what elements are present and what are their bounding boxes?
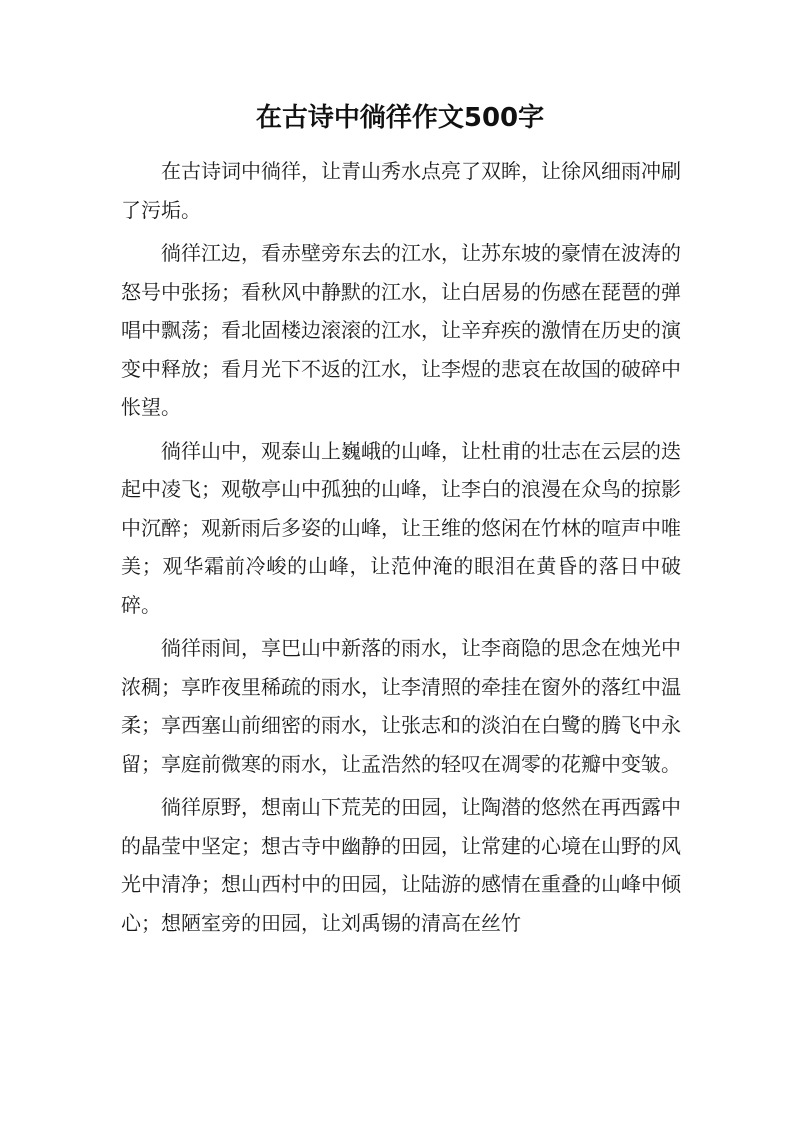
paragraph-intro: 在古诗词中徜徉，让青山秀水点亮了双眸，让徐风细雨冲刷了污垢。 <box>121 159 681 222</box>
paragraph-mountain: 徜徉山中，观泰山上巍峨的山峰，让杜甫的壮志在云层的迭起中凌飞；观敬亭山中孤独的山峰，让李白的浪漫在众鸟的掠影中沉醉；观新雨后多姿的山峰，让王维的悠闲在竹林的喧声中唯美；观华霜前冷峻的山峰，让范仲淹的眼泪在黄昏的落日中破碎。 <box>121 438 681 617</box>
document-title: 在古诗中徜徉作文500字 <box>255 103 545 133</box>
document-body <box>121 152 681 947</box>
paragraph-river: 徜徉江边，看赤壁旁东去的江水，让苏东坡的豪情在波涛的怒号中张扬；看秋风中静默的江水，让白居易的伤感在琵琶的弹唱中飘荡；看北固楼边滚滚的江水，让辛弃疾的激情在历史的演变中释放；看月光下不返的江水，让李煜的悲哀在故国的破碎中怅望。 <box>121 241 681 419</box>
paragraph-field: 徜徉原野，想南山下荒芜的田园，让陶潜的悠然在再西露中的晶莹中坚定；想古寺中幽静的田园，让常建的心境在山野的风光中清净；想山西村中的田园，让陆游的感情在重叠的山峰中倾心；想陋室旁的田园，让刘禹锡的清高在丝竹 <box>121 795 681 935</box>
paragraph-rain: 徜徉雨间，享巴山中新落的雨水，让李商隐的思念在烛光中浓稠；享昨夜里稀疏的雨水，让李清照的牵挂在窗外的落红中温柔；享西塞山前细密的雨水，让张志和的淡泊在白鹭的腾飞中永留；享庭前微寒的雨水，让孟浩然的轻叹在凋零的花瓣中变皱。 <box>121 636 681 776</box>
